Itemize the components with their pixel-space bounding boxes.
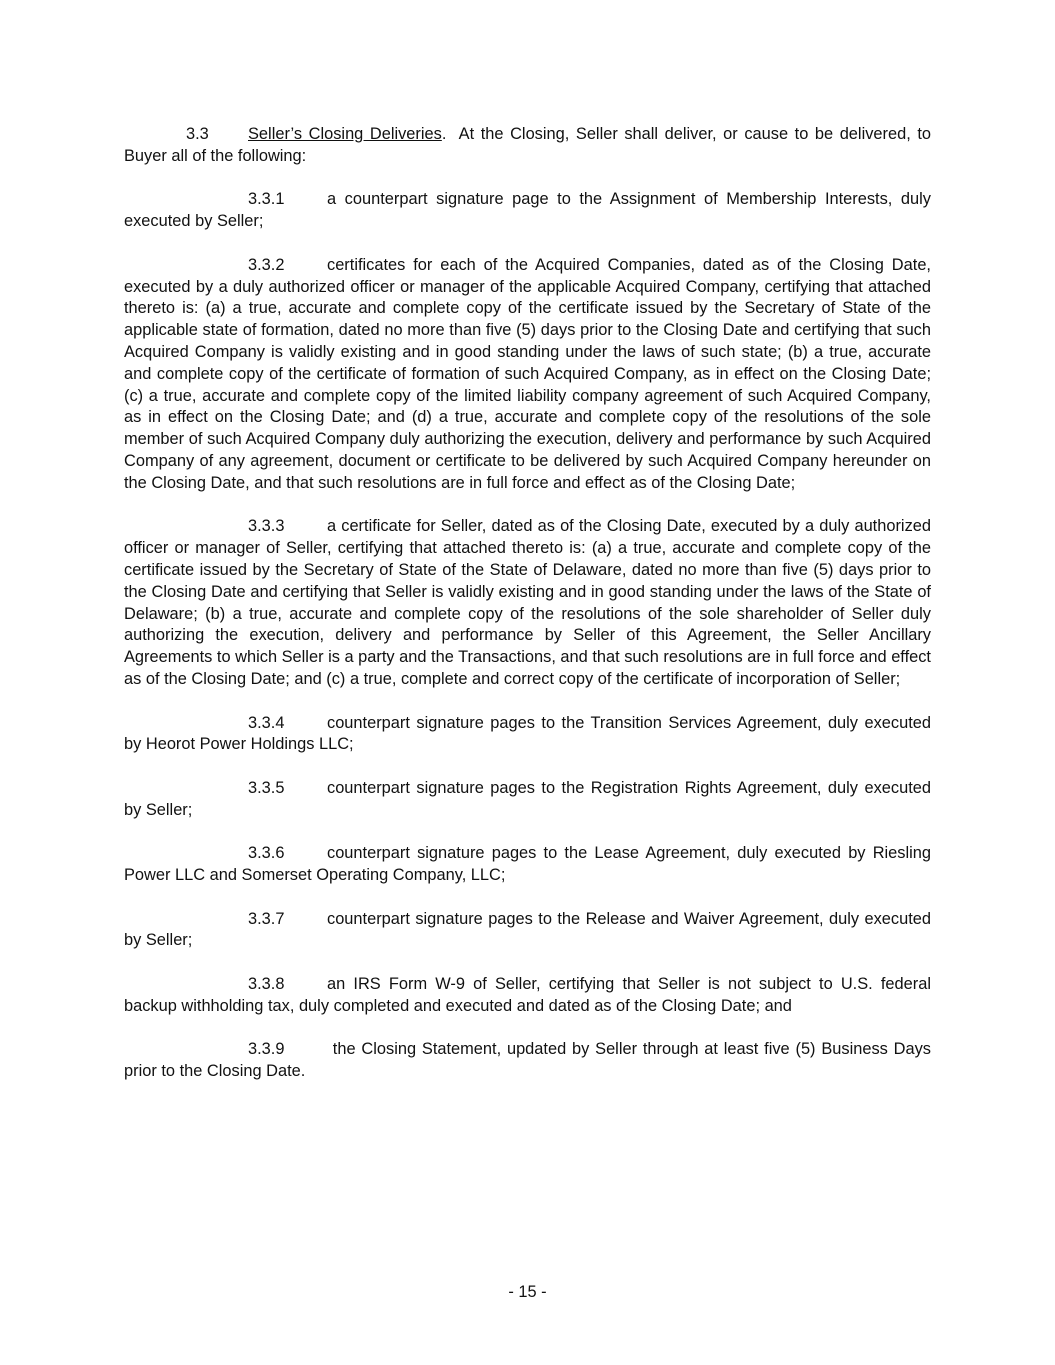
section-intro-text: At the Closing, Seller shall deliver, or cause to be delivered, to Buyer all of the following:: [124, 125, 936, 165]
clause-text: a certificate for Seller, dated as of the Closing Date, executed by a duly authorized officer or manager of Seller, certifying that attached thereto is: (a) a true, accurate and complete copy of the certificate issued by the Secretary of State of the State of Delaware, dated no more than five (5) days prior to the Closing Date and certifying that Seller is validly existing and in good standing under the laws of the State of Delaware; (b) a true, accurate and complete copy of the resolutions of the sole shareholder of Seller duly authorizing the execution, delivery and performance by Seller of this Agreement, the Seller Ancillary Agreements to which Seller is a party and the Transactions, and that such resolutions are in full force and effect as of the Closing Date; and (c) a true, complete and correct copy of the certificate of incorporation of Seller;: [124, 517, 931, 688]
clause-3-3-8: [124, 974, 931, 1018]
document-page: [124, 124, 936, 1105]
clause-3-3-2: [124, 255, 931, 495]
clause-text: counterpart signature pages to the Registration Rights Agreement, duly executed by Seller;: [124, 778, 931, 819]
section-3-3-paragraph: [124, 124, 936, 168]
clause-text: counterpart signature pages to the Transition Services Agreement, duly executed by Heorot Power Holdings LLC;: [124, 713, 931, 754]
clause-text: an IRS Form W-9 of Seller, certifying that Seller is not subject to U.S. federal backup withholding tax, duly completed and executed and dated as of the Closing Date; and: [124, 975, 931, 1015]
clause-number: 3.3.6: [248, 844, 285, 863]
clause-text: certificates for each of the Acquired Companies, dated as of the Closing Date, executed by a duly authorized officer or manager of the applicable Acquired Company, certifying that attached thereto is: (a) a true, accurate and complete copy of the certificate issued by the Secretary of State of the applicable state of formation, dated no more than five (5) days prior to the Closing Date and certifying that such Acquired Company is validly existing and in good standing under the laws of such state; (b) a true, accurate and complete copy of the certificate of formation of such Acquired Company, as in effect on the Closing Date; (c) a true, accurate and complete copy of the limited liability company agreement of such Acquired Company, as in effect on the Closing Date; and (d) a true, accurate and complete copy of the resolutions of the sole member of such Acquired Company duly authorizing the execution, delivery and performance by such Acquired Company of any agreement, document or certificate to be delivered by such Acquired Company hereunder on the Closing Date, and that such resolutions are in full force and effect as of the Closing Date;: [124, 255, 931, 492]
clause-3-3-3: [124, 516, 931, 690]
section-heading-period: .: [441, 125, 447, 143]
clause-text: a counterpart signature page to the Assignment of Membership Interests, duly executed by Seller;: [124, 190, 931, 231]
clause-number: 3.3.4: [248, 713, 285, 732]
clause-number: 3.3.5: [248, 778, 285, 797]
clause-3-3-1: [124, 189, 931, 233]
clause-number: 3.3.9: [248, 1040, 285, 1059]
clause-text: counterpart signature pages to the Lease Agreement, duly executed by Riesling Power LLC and Somerset Operating Company, LLC;: [124, 844, 931, 885]
clause-number: 3.3.8: [248, 975, 285, 994]
clause-3-3-9: [124, 1039, 936, 1083]
clause-3-3-5: [124, 778, 931, 822]
section-number: 3.3: [186, 125, 209, 143]
clause-3-3-4: [124, 713, 931, 757]
clause-number: 3.3.7: [248, 909, 285, 928]
section-heading: Seller’s Closing Deliveries: [248, 125, 442, 143]
clause-text: counterpart signature pages to the Release and Waiver Agreement, duly executed by Seller;: [124, 909, 931, 950]
clause-number: 3.3.3: [248, 517, 285, 536]
page-number: - 15 -: [508, 1283, 547, 1301]
clause-number: 3.3.2: [248, 255, 285, 274]
clause-number: 3.3.1: [248, 190, 285, 209]
clause-3-3-6: [124, 843, 931, 887]
clause-text: the Closing Statement, updated by Seller through at least five (5) Business Days prior to the Closing Date.: [124, 1040, 936, 1081]
clause-3-3-7: [124, 909, 931, 953]
